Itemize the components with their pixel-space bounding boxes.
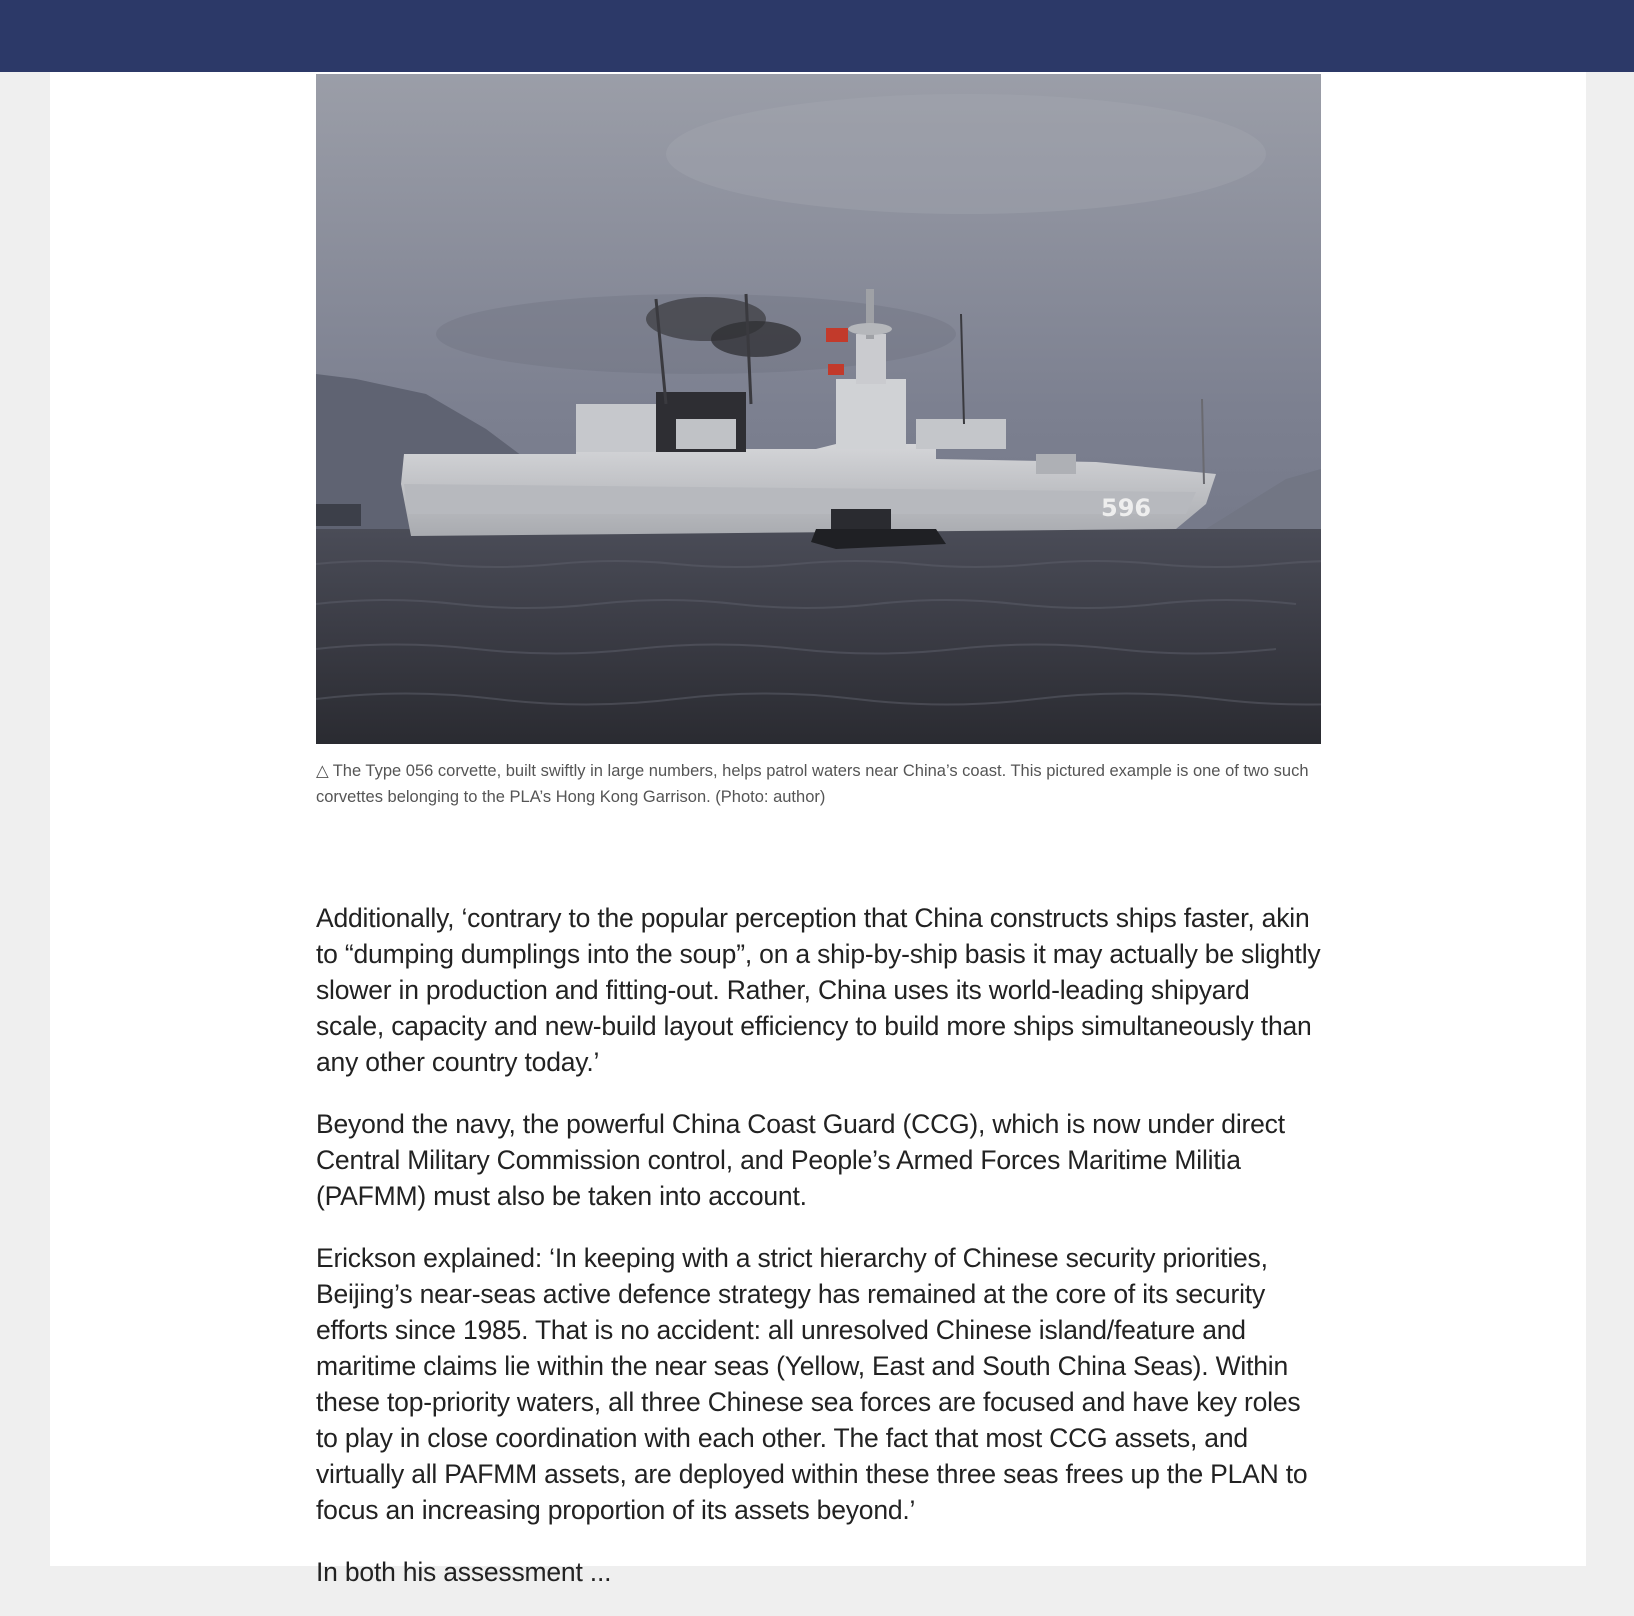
article-paragraph: In both his assessment ... <box>316 1557 612 1587</box>
article-paragraph: Erickson explained: ‘In keeping with a strict hierarchy of Chinese security priorities, Beijing’s near-seas active defence strategy has remained at the core of its security efforts since 1985. That is no accident: all unresolved Chinese island/feature and maritime claims lie within the near seas (Yellow, East and South China Seas). Within these top-priority waters, all three Chinese sea forces are focused and have key roles to play in close coordination with each other. The fact that most CCG assets, and virtually all PAFMM assets, are deployed within these three seas frees up the PLAN to focus an increasing proportion of its assets beyond.’ <box>316 1243 1308 1525</box>
photo-caption <box>316 758 1321 810</box>
article-paragraph: Beyond the navy, the powerful China Coast Guard (CCG), which is now under direct Central Military Commission control, and People’s Armed Forces Maritime Militia (PAFMM) must also be taken into account. <box>316 1109 1285 1211</box>
caption-text: The Type 056 corvette, built swiftly in large numbers, helps patrol waters near China’s coast. This pictured example is one of two such corvettes belonging to the PLA’s Hong Kong Garrison. (Photo: author) <box>316 762 1309 806</box>
triangle-icon: △ <box>316 762 329 780</box>
site-header-bar <box>0 0 1634 72</box>
article-body <box>316 900 1321 1616</box>
hull-number-text: 596 <box>1101 494 1152 522</box>
article-paragraph: Additionally, ‘contrary to the popular perception that China constructs ships faster, akin to “dumping dumplings into the soup”, on a ship-by-ship basis it may actually be slightly slower in production and fitting-out. Rather, China uses its world-leading shipyard scale, capacity and new-build layout efficiency to build more ships simultaneously than any other country today.’ <box>316 903 1321 1077</box>
article-photo <box>316 74 1321 744</box>
